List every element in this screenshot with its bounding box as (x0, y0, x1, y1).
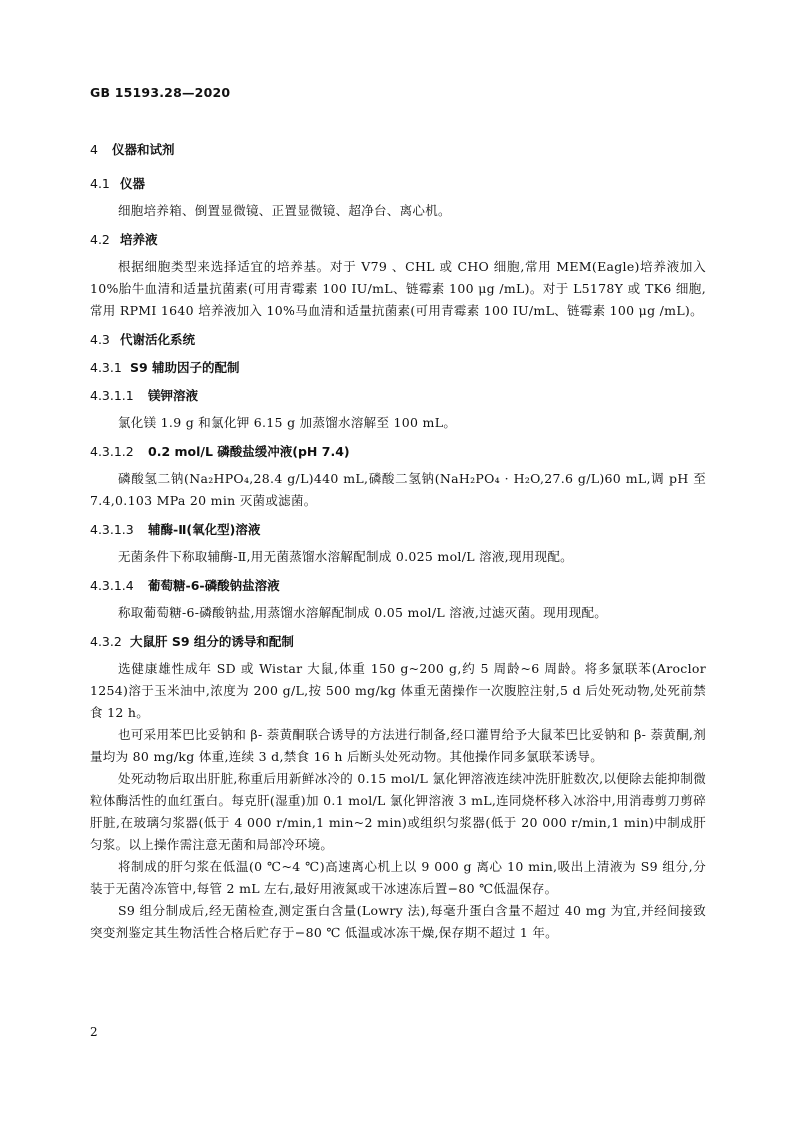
paragraph-4-3-1-2: 磷酸氢二钠(Na₂HPO₄,28.4 g/L)440 mL,磷酸二氢钠(NaH₂PO₄ · H₂O,27.6 g/L)60 mL,调 pH 至 7.4,0.103 MPa 20 min 灭菌或滤菌。 (90, 471, 706, 508)
section-title: 仪器 (120, 176, 146, 191)
section-heading-4-3-1-2 (90, 442, 706, 462)
page-number: 2 (90, 1025, 98, 1039)
section-number: 4.3.1.4 (90, 578, 134, 593)
section-title: S9 辅助因子的配制 (130, 360, 240, 375)
section-heading-4-2 (90, 230, 706, 250)
section-title: 葡萄糖-6-磷酸钠盐溶液 (148, 578, 280, 593)
section-heading-4-3 (90, 330, 706, 350)
paragraph-4-3-1-1: 氯化镁 1.9 g 和氯化钾 6.15 g 加蒸馏水溶解至 100 mL。 (118, 415, 457, 430)
section-title: 大鼠肝 S9 组分的诱导和配制 (130, 634, 294, 649)
section-heading-4-3-1-4 (90, 576, 706, 596)
paragraph-4-3-2-d: 将制成的肝匀浆在低温(0 ℃~4 ℃)高速离心机上以 9 000 g 离心 10 min,吸出上清液为 S9 组分,分装于无菌冷冻管中,每管 2 mL 左右,最好用液氮或干冰速冻后置−80 ℃低温保存。 (90, 859, 706, 896)
document-body (90, 140, 706, 944)
section-number: 4.3.2 (90, 634, 122, 649)
section-number: 4.3.1.1 (90, 388, 134, 403)
section-number: 4.3.1.3 (90, 522, 134, 537)
paragraph-4-3-2-e: S9 组分制成后,经无菌检查,测定蛋白含量(Lowry 法),每毫升蛋白含量不超过 40 mg 为宜,并经间接致突变剂鉴定其生物活性合格后贮存于−80 ℃ 低温或冰冻干燥,保存期不超过 1 年。 (90, 903, 706, 940)
section-title: 培养液 (120, 232, 158, 247)
paragraph-4-3-2-a: 选健康雄性成年 SD 或 Wistar 大鼠,体重 150 g~200 g,约 5 周龄~6 周龄。将多氯联苯(Aroclor 1254)溶于玉米油中,浓度为 200 g/L,按 500 mg/kg 体重无菌操作一次腹腔注射,5 d 后处死动物,处死前禁食 12 h。 (90, 661, 706, 720)
section-title: 镁钾溶液 (148, 388, 199, 403)
section-number: 4.2 (90, 232, 110, 247)
section-number: 4.3.1 (90, 360, 122, 375)
section-heading-4 (90, 140, 706, 160)
paragraph-4-2: 根据细胞类型来选择适宜的培养基。对于 V79 、CHL 或 CHO 细胞,常用 MEM(Eagle)培养液加入 10%胎牛血清和适量抗菌素(可用青霉素 100 IU/mL、链霉素 100 μg /mL)。对于 L5178Y 或 TK6 细胞,常用 RPMI 1640 培养液加入 10%马血清和适量抗菌素(可用青霉素 100 IU/mL、链霉素 100 μg /mL)。 (90, 259, 706, 318)
paragraph-4-3-1-4: 称取葡萄糖-6-磷酸钠盐,用蒸馏水溶解配制成 0.05 mol/L 溶液,过滤灭菌。现用现配。 (118, 605, 608, 620)
paragraph-4-1: 细胞培养箱、倒置显微镜、正置显微镜、超净台、离心机。 (118, 203, 451, 218)
section-title: 仪器和试剂 (112, 142, 175, 157)
paragraph-4-3-2-b: 也可采用苯巴比妥钠和 β- 萘黄酮联合诱导的方法进行制备,经口灌胃给予大鼠苯巴比妥钠和 β- 萘黄酮,剂量均为 80 mg/kg 体重,连续 3 d,禁食 16 h 后断头处死动物。其他操作同多氯联苯诱导。 (90, 727, 706, 764)
section-number: 4.3.1.2 (90, 444, 134, 459)
section-heading-4-3-1-1 (90, 386, 706, 406)
section-heading-4-3-1-3 (90, 520, 706, 540)
paragraph-4-3-1-3: 无菌条件下称取辅酶-Ⅱ,用无菌蒸馏水溶解配制成 0.025 mol/L 溶液,现用现配。 (118, 549, 573, 564)
section-number: 4.3 (90, 332, 110, 347)
section-title: 代谢活化系统 (120, 332, 196, 347)
section-heading-4-3-2 (90, 632, 706, 652)
section-title: 0.2 mol/L 磷酸盐缓冲液(pH 7.4) (148, 444, 350, 459)
standard-header: GB 15193.28—2020 (90, 85, 231, 100)
section-heading-4-1 (90, 174, 706, 194)
section-number: 4.1 (90, 176, 110, 191)
paragraph-4-3-2-c: 处死动物后取出肝脏,称重后用新鲜冰冷的 0.15 mol/L 氯化钾溶液连续冲洗肝脏数次,以便除去能抑制微粒体酶活性的血红蛋白。每克肝(湿重)加 0.1 mol/L 氯化钾溶液 3 mL,连同烧杯移入冰浴中,用消毒剪刀剪碎肝脏,在玻璃匀浆器(低于 4 000 r/min,1 min~2 min)或组织匀浆器(低于 20 000 r/min,1 min)中制成肝匀浆。以上操作需注意无菌和局部冷环境。 (90, 771, 706, 852)
section-heading-4-3-1 (90, 358, 706, 378)
section-title: 辅酶-Ⅱ(氧化型)溶液 (148, 522, 261, 537)
section-number: 4 (90, 142, 98, 157)
